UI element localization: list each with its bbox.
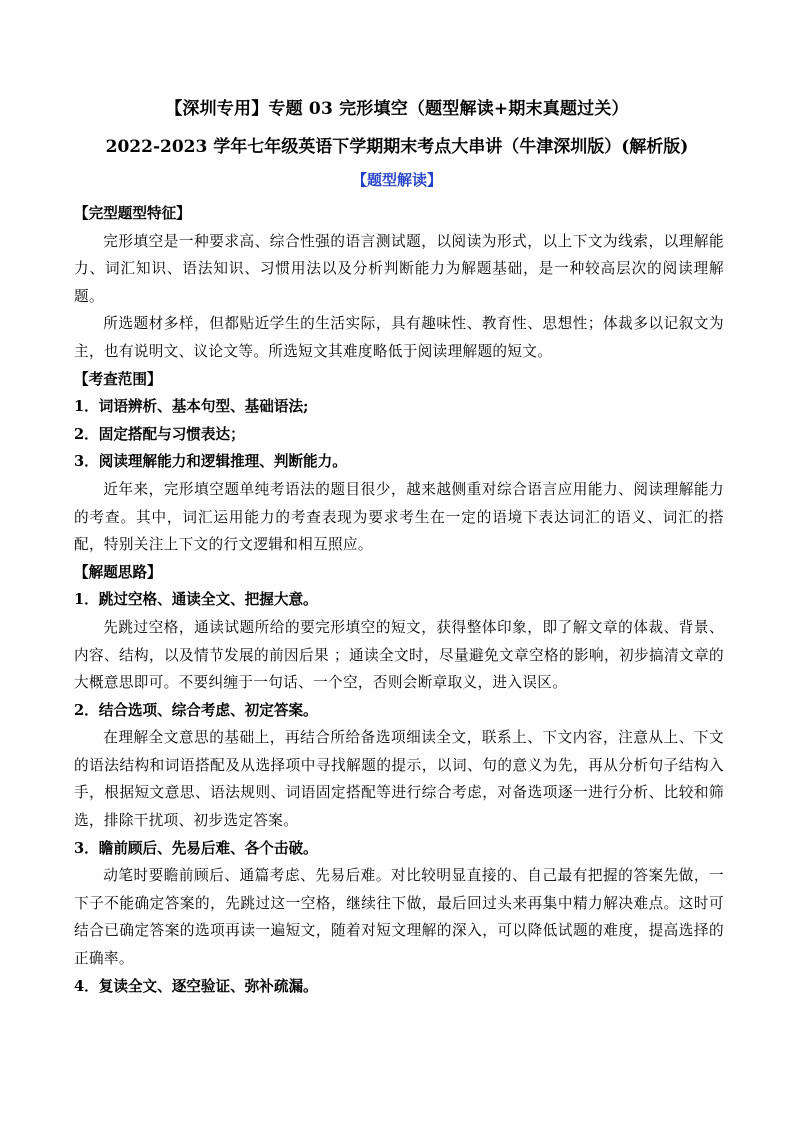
section-label: 【题型解读】 (351, 171, 442, 189)
list-item: 1．词语辨析、基本句型、基础语法; (74, 398, 309, 416)
list-item: 3．阅读理解能力和逻辑推理、判断能力。 (74, 453, 347, 471)
paragraph: 完形填空是一种要求高、综合性强的语言测试题，以阅读为形式，以上下文为线索，以理解能力、词汇知识、语法知识、习惯用法以及分析判断能力为解题基础，是一种较高层次的阅读理解题。 (74, 232, 724, 305)
heading-approach: 【解题思路】 (74, 563, 162, 581)
paragraph: 先跳过空格，通读试题所给的要完形填空的短文，获得整体印象，即了解文章的体裁、背景、内容、结构，以及情节发展的前因后果 ；通读全文时，尽量避免文章空格的影响，初步搞清文章的大概意思即可。不要纠缠于一句话、一个空，否则会断章取义，进入误区。 (74, 618, 724, 692)
paragraph: 近年来，完形填空题单纯考语法的题目很少，越来越侧重对综合语言应用能力、阅读理解能力的考查。其中，词汇运用能力的考查表现为要求考生在一定的语境下表达词汇的语义、词汇的搭配，特别关注上下文的行文逻辑和相互照应。 (74, 480, 724, 554)
step-title: 3．瞻前顾后、先易后难、各个击破。 (74, 839, 318, 857)
heading-scope: 【考查范围】 (74, 370, 162, 388)
list-item: 2．固定搭配与习惯表达； (74, 425, 245, 443)
heading-features: 【完型题型特征】 (74, 205, 191, 222)
document-body (74, 200, 724, 1000)
paragraph: 所选题材多样，但都贴近学生的生活实际，具有趣味性、教育性、思想性；体裁多以记叙文为主，也有说明文、议论文等。所选短文其难度略低于阅读理解题的短文。 (74, 315, 724, 360)
step-title: 1．跳过空格、通读全文、把握大意。 (74, 591, 318, 609)
paragraph: 在理解全文意思的基础上，再结合所给备选项细读全文，联系上、下文内容，注意从上、下文的语法结构和词语搭配及从选择项中寻找解题的提示，以词、句的意义为先，再从分析句子结构入手，根据短文意思、语法规则、词语固定搭配等进行综合考虑，对备选项逐一进行分析、比较和筛选，排除干扰项、初步选定答案。 (74, 729, 724, 830)
step-title: 2．结合选项、综合考虑、初定答案。 (74, 701, 318, 719)
document-subtitle: 2022-2023 学年七年级英语下学期期末考点大串讲（牛津深圳版）(解析版) (105, 137, 689, 157)
step-title: 4．复读全文、逐空验证、弥补疏漏。 (74, 977, 318, 995)
document-title: 【深圳专用】专题 03 完形填空（题型解读+期末真题过关） (165, 99, 629, 119)
paragraph: 动笔时要瞻前顾后、通篇考虑、先易后难。对比较明显直接的、自己最有把握的答案先做，一下子不能确定答案的，先跳过这一空格，继续往下做，最后回过头来再集中精力解决难点。这时可结合已确定答案的选项再读一遍短文，随着对短文理解的深入，可以降低试题的难度，提高选择的正确率。 (74, 867, 724, 968)
